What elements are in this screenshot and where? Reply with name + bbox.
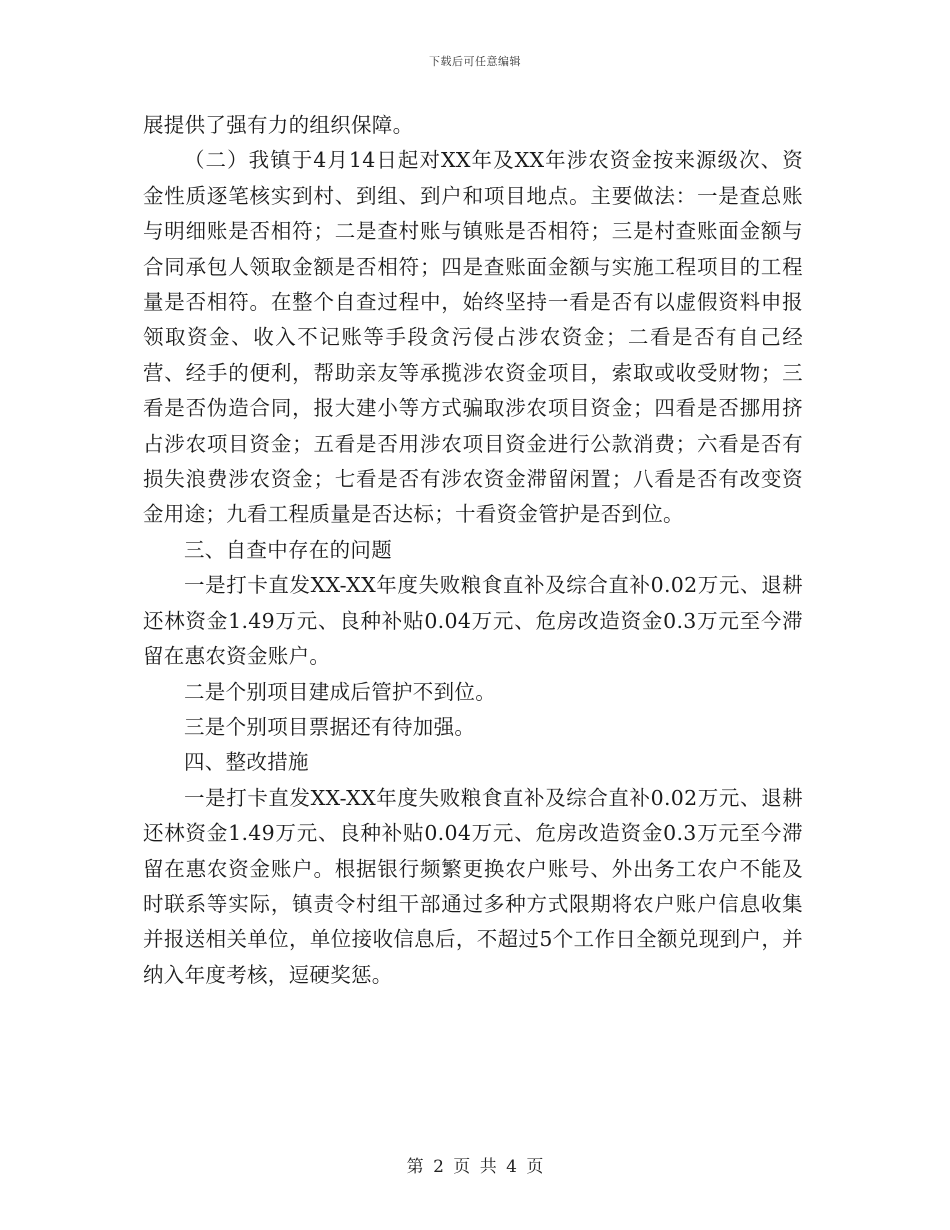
page-header: 下载后可任意编辑 xyxy=(429,55,521,68)
section-heading-problems: 三、自查中存在的问题 xyxy=(184,537,392,562)
page-number: 第 2 页 共 4 页 xyxy=(406,1157,544,1177)
paragraph-measure-1: 一是打卡直发XX-XX年度失败粮食直补及综合直补0.02万元、退耕还林资金1.49万元、良种补贴0.04万元、危房改造资金0.3万元至今滞留在惠农资金账户。根据银行频繁更换农户账号、外出务工农户不能及时联系等实际，镇责令村组干部通过多种方式限期将农户账户信息收集并报送相关单位，单位接收信息后，不超过5个工作日全额兑现到户，并纳入年度考核，逗硬奖惩。 xyxy=(143,785,803,987)
paragraph-1: 展提供了强有力的组织保障。 xyxy=(143,113,414,137)
paragraph-2: （二）我镇于4月14日起对XX年及XX年涉农资金按来源级次、资金性质逐笔核实到村、到组、到户和项目地点。主要做法：一是查总账与明细账是否相符；二是查村账与镇账是否相符；三是村查账面金额与合同承包人领取金额是否相符；四是查账面金额与实施工程项目的工程量是否相符。在整个自查过程中，始终坚持一看是否有以虚假资料申报领取资金、收入不记账等手段贪污侵占涉农资金；二看是否有自己经营、经手的便利，帮助亲友等承揽涉农资金项目，索取或收受财物；三看是否伪造合同，报大建小等方式骗取涉农项目资金；四看是否挪用挤占涉农项目资金；五看是否用涉农项目资金进行公款消费；六看是否有损失浪费涉农资金；七看是否有涉农资金滞留闲置；八看是否有改变资金用途；九看工程质量是否达标；十看资金管护是否到位。 xyxy=(143,148,803,527)
document-body xyxy=(143,108,803,993)
paragraph-problem-2: 二是个别项目建成后管护不到位。 xyxy=(184,679,496,704)
section-heading-measures: 四、整改措施 xyxy=(184,750,309,775)
paragraph-problem-1: 一是打卡直发XX-XX年度失败粮食直补及综合直补0.02万元、退耕还林资金1.49万元、良种补贴0.04万元、危房改造资金0.3万元至今滞留在惠农资金账户。 xyxy=(143,573,803,669)
paragraph-problem-3: 三是个别项目票据还有待加强。 xyxy=(184,714,476,739)
